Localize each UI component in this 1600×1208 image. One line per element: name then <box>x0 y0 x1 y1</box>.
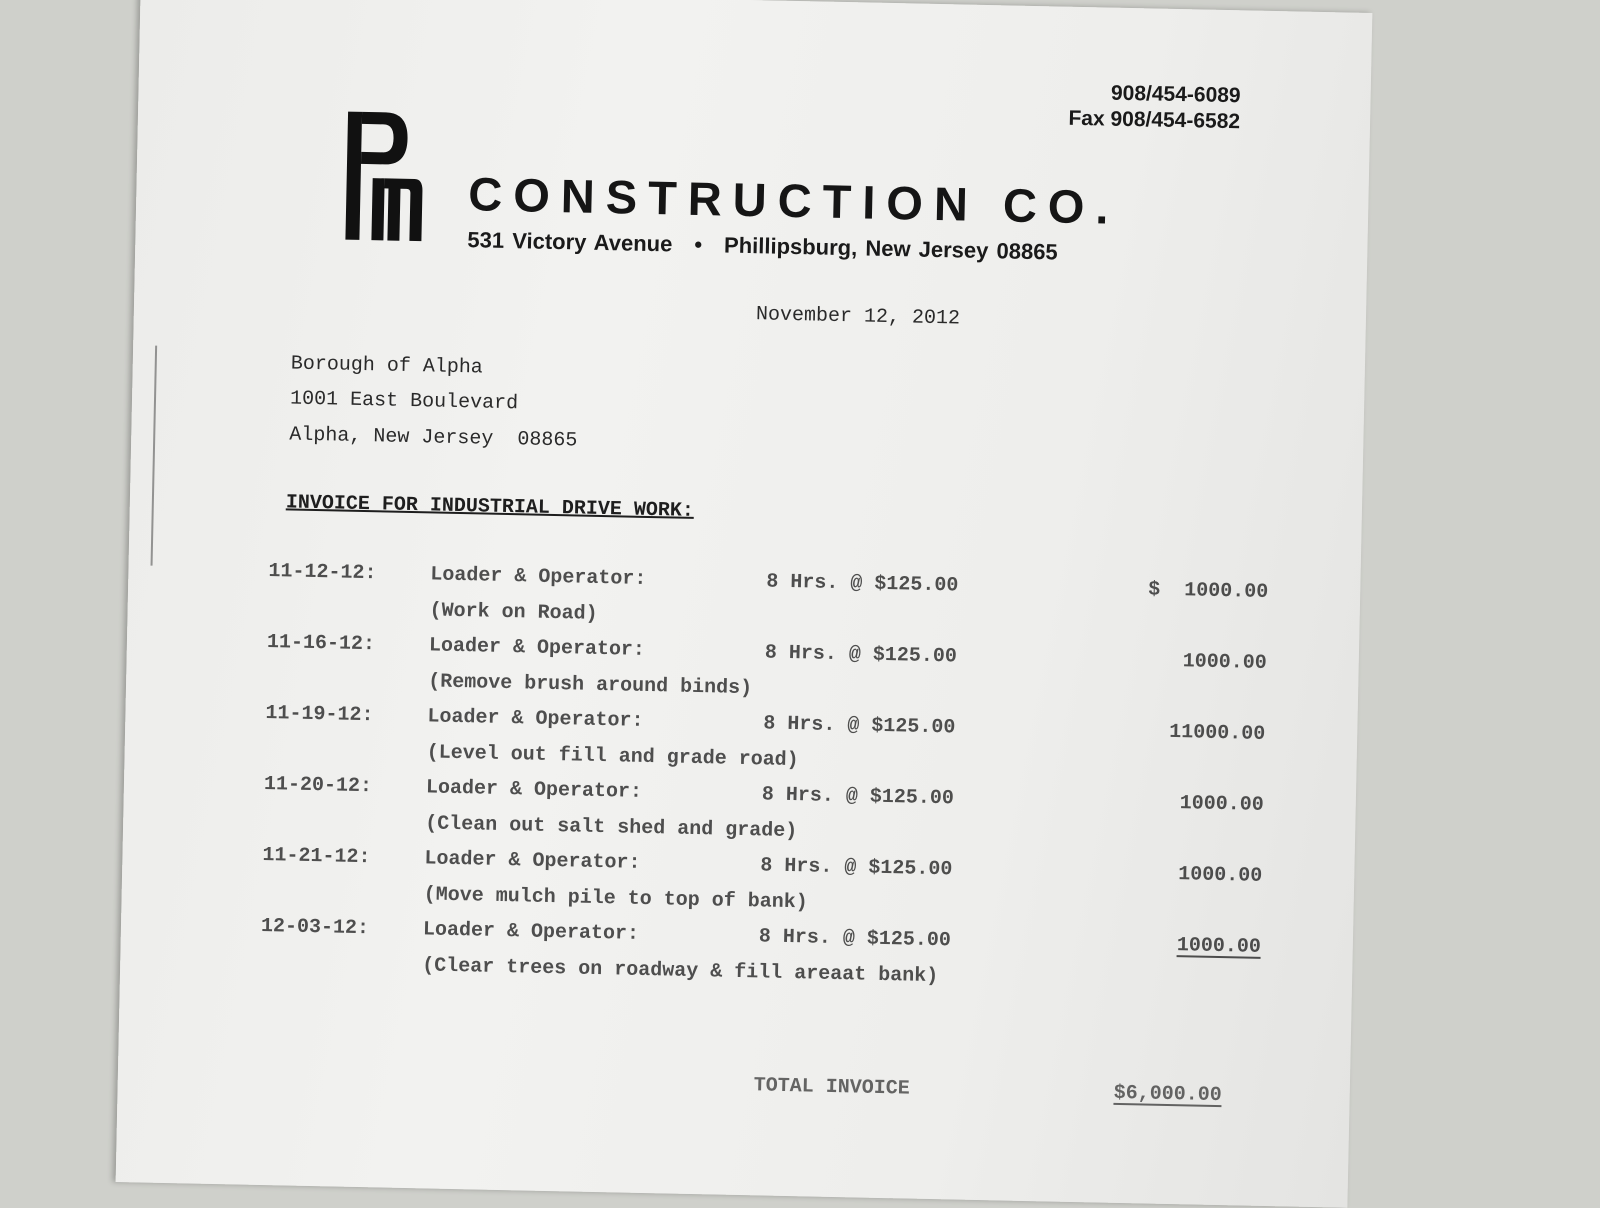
fax-number: Fax 908/454-6582 <box>1068 106 1241 134</box>
line-item-amount: 1000.00 <box>1182 650 1267 675</box>
company-street: 531 Victory Avenue <box>467 227 673 257</box>
line-item-rate: 8 Hrs. @ $125.00 <box>764 641 958 669</box>
margin-mark <box>151 346 158 566</box>
line-item-description: Loader & Operator: <box>427 705 644 733</box>
line-item-date: 11-19-12: <box>265 702 374 728</box>
company-name: CONSTRUCTION CO. <box>467 167 1121 234</box>
line-item-description: Loader & Operator: <box>424 847 641 875</box>
recipient-line-2: 1001 East Boulevard <box>289 387 519 416</box>
line-item-amount: 11000.00 <box>1169 720 1266 746</box>
line-item-amount: 1000.00 <box>1179 792 1265 817</box>
total-label: TOTAL INVOICE <box>753 1074 911 1101</box>
line-item-rate: 8 Hrs. @ $125.00 <box>761 783 955 811</box>
line-item-date: 12-03-12: <box>260 914 370 941</box>
line-item-date: 11-12-12: <box>268 560 377 586</box>
line-item-amount: 1000.00 <box>1176 934 1262 959</box>
line-item-amount: 1000.00 <box>1178 863 1263 888</box>
invoice-heading: INVOICE FOR INDUSTRIAL DRIVE WORK: <box>285 491 695 523</box>
line-item-date: 11-20-12: <box>263 772 373 799</box>
line-item-description: Loader & Operator: <box>430 563 647 591</box>
invoice-page <box>116 0 1373 1208</box>
line-item-note: (Remove brush around binds) <box>427 670 753 701</box>
line-item-rate: 8 Hrs. @ $125.00 <box>766 570 959 598</box>
company-address <box>467 227 1058 265</box>
line-item-note: (Clean out salt shed and grade) <box>424 812 798 844</box>
line-item-amount: $ 1000.00 <box>1147 578 1269 604</box>
line-item-note: (Clear trees on roadway & fill areaat bank) <box>421 954 939 989</box>
line-item-note: (Move mulch pile to top of bank) <box>423 883 808 915</box>
line-item-rate: 8 Hrs. @ $125.00 <box>763 712 956 740</box>
phone-number: 908/454-6089 <box>1110 81 1241 108</box>
company-logo <box>343 110 426 246</box>
recipient-line-3: Alpha, New Jersey 08865 <box>289 423 578 453</box>
invoice-date: November 12, 2012 <box>755 303 961 331</box>
line-item-note: (Level out fill and grade road) <box>426 741 799 773</box>
total-amount: $6,000.00 <box>1113 1081 1222 1108</box>
line-item-date: 11-21-12: <box>262 843 371 870</box>
line-item-rate: 8 Hrs. @ $125.00 <box>760 854 953 882</box>
company-city: Phillipsburg, New Jersey 08865 <box>723 232 1058 265</box>
line-item-description: Loader & Operator: <box>428 634 646 662</box>
address-bullet: • <box>694 231 703 258</box>
line-item-description: Loader & Operator: <box>422 918 640 946</box>
line-item-date: 11-16-12: <box>266 631 376 657</box>
line-item-note: (Work on Road) <box>429 599 598 626</box>
line-item-description: Loader & Operator: <box>425 776 643 804</box>
recipient-line-1: Borough of Alpha <box>290 352 484 380</box>
line-item-rate: 8 Hrs. @ $125.00 <box>758 925 952 953</box>
